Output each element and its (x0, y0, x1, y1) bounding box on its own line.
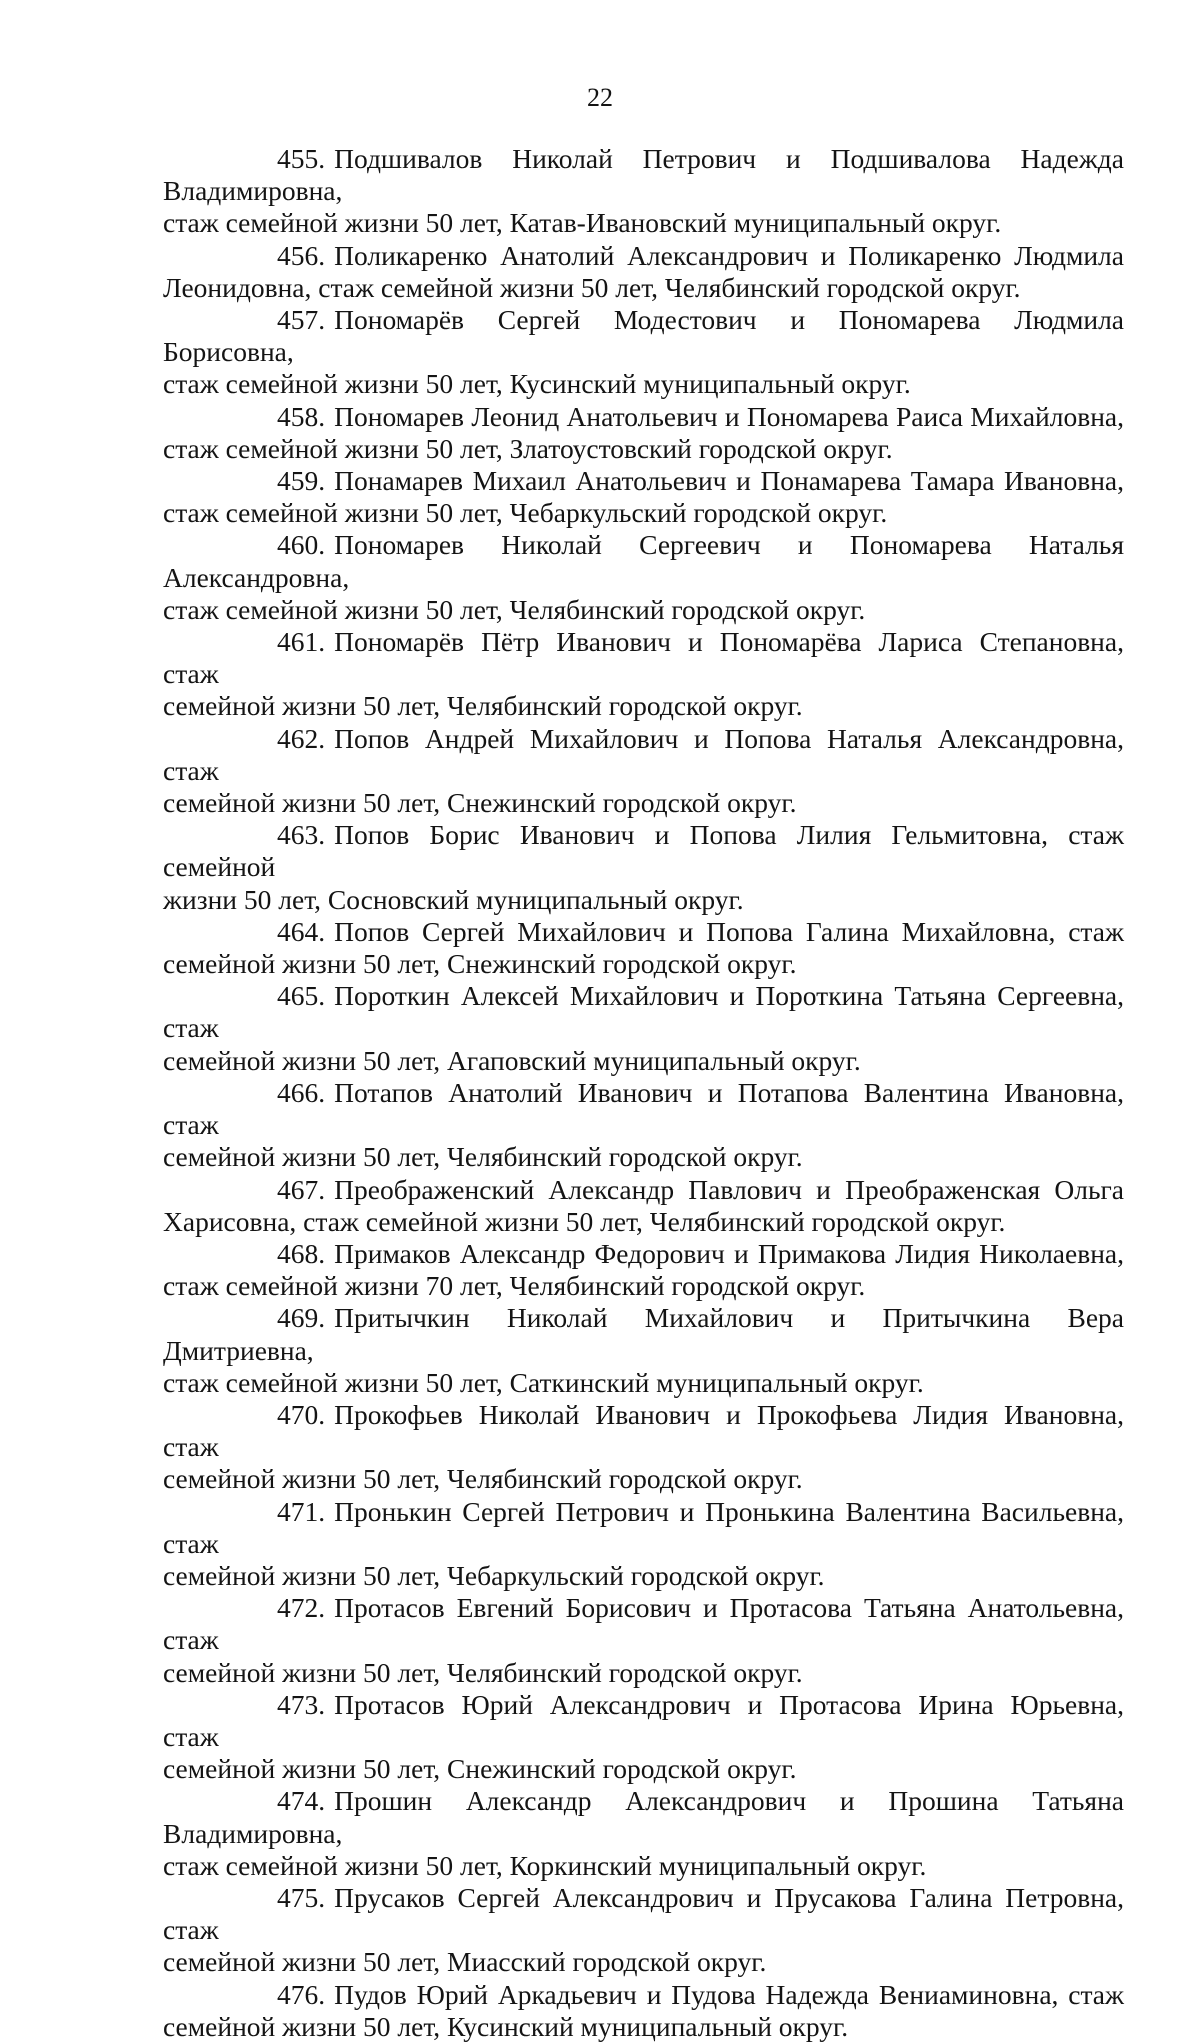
page-number: 22 (587, 83, 613, 112)
entry-continuation-line: стаж семейной жизни 50 лет, Челябинский городской округ. (163, 593, 866, 625)
entry-number: 471. (277, 1495, 326, 1527)
list-item (163, 1979, 1124, 2043)
list-item (163, 1174, 1124, 1238)
entry-continuation-line: Харисовна, стаж семейной жизни 50 лет, Челябинский городской округ. (163, 1205, 1006, 1237)
entry-first-text: Подшивалов Николай Петрович и Подшивалова Надежда Владимировна, (163, 143, 1124, 207)
list-item (163, 1238, 1124, 1302)
list-item (163, 1882, 1124, 1979)
entry-first-text: Прусаков Сергей Александрович и Прусакова Галина Петровна, стаж (163, 1881, 1124, 1946)
entry-number: 456. (277, 239, 326, 271)
list-item (163, 819, 1124, 916)
entry-list (163, 143, 1124, 2043)
entry-first-line (163, 240, 1124, 272)
list-item (163, 626, 1124, 723)
entry-number: 476. (277, 1978, 326, 2010)
entry-first-text: Пономарев Николай Сергеевич и Пономарева Наталья Александровна, (163, 529, 1124, 593)
list-item (163, 1399, 1124, 1496)
entry-continuation-line: стаж семейной жизни 70 лет, Челябинский городской округ. (163, 1270, 866, 1302)
entry-continuation-line: семейной жизни 50 лет, Челябинский городской округ. (163, 1141, 803, 1173)
entry-continuation-line: стаж семейной жизни 50 лет, Чебаркульский городской округ. (163, 497, 888, 529)
entry-number: 457. (277, 304, 326, 336)
entry-first-line (163, 1785, 1124, 1849)
list-item (163, 1592, 1124, 1689)
entry-first-text: Потапов Анатолий Иванович и Потапова Валентина Ивановна, стаж (163, 1076, 1124, 1141)
list-item (163, 401, 1124, 465)
entry-first-text: Преображенский Александр Павлович и Преображенская Ольга (334, 1173, 1124, 1205)
entry-number: 467. (277, 1173, 326, 1205)
list-item (163, 304, 1124, 401)
entry-continuation-line: семейной жизни 50 лет, Челябинский городской округ. (163, 1656, 803, 1688)
entry-number: 459. (277, 465, 326, 497)
entry-continuation-line: Леонидовна, стаж семейной жизни 50 лет, Челябинский городской округ. (163, 271, 1021, 303)
entry-continuation-line: семейной жизни 50 лет, Кусинский муниципальный округ. (163, 2010, 849, 2042)
entry-number: 473. (277, 1688, 326, 1720)
entry-continuation-line: семейной жизни 50 лет, Миасский городской округ. (163, 1946, 767, 1978)
entry-continuation-line: стаж семейной жизни 50 лет, Катав-Ивановский муниципальный округ. (163, 207, 1002, 239)
list-item (163, 1077, 1124, 1174)
entry-number: 461. (277, 626, 326, 658)
entry-first-line (163, 304, 1124, 368)
entry-first-line (163, 1882, 1124, 1946)
entry-first-line (163, 723, 1124, 787)
entry-first-text: Попов Сергей Михайлович и Попова Галина Михайловна, стаж (334, 915, 1124, 947)
entry-continuation-line: стаж семейной жизни 50 лет, Саткинский муниципальный округ. (163, 1366, 924, 1398)
list-item (163, 723, 1124, 820)
entry-number: 466. (277, 1076, 326, 1108)
list-item (163, 1785, 1124, 1882)
entry-continuation-line: семейной жизни 50 лет, Челябинский городской округ. (163, 690, 803, 722)
entry-first-text: Пономарёв Сергей Модестович и Пономарева Людмила Борисовна, (163, 304, 1124, 368)
list-item (163, 980, 1124, 1077)
entry-number: 462. (277, 722, 326, 754)
entry-number: 464. (277, 915, 326, 947)
entry-first-line (163, 1302, 1124, 1366)
entry-number: 463. (277, 819, 326, 851)
list-item (163, 143, 1124, 240)
entry-continuation-line: стаж семейной жизни 50 лет, Коркинский муниципальный округ. (163, 1849, 927, 1881)
entry-first-line (163, 401, 1124, 433)
entry-continuation-line: стаж семейной жизни 50 лет, Кусинский муниципальный округ. (163, 368, 911, 400)
entry-number: 458. (277, 400, 326, 432)
entry-first-text: Прокофьев Николай Иванович и Прокофьева Лидия Ивановна, стаж (163, 1398, 1124, 1463)
entry-first-text: Прошин Александр Александрович и Прошина Татьяна Владимировна, (163, 1785, 1124, 1849)
entry-first-text: Пронькин Сергей Петрович и Пронькина Валентина Васильевна, стаж (163, 1495, 1124, 1559)
entry-first-text: Пороткин Алексей Михайлович и Пороткина Татьяна Сергеевна, стаж (163, 980, 1124, 1044)
entry-first-line (163, 916, 1124, 948)
entry-first-text: Пономарёв Пётр Иванович и Пономарёва Лариса Степановна, стаж (163, 626, 1124, 690)
entry-first-text: Протасов Евгений Борисович и Протасова Татьяна Анатольевна, стаж (163, 1592, 1124, 1656)
entry-continuation-line: семейной жизни 50 лет, Снежинский городской округ. (163, 787, 797, 819)
list-item (163, 240, 1124, 304)
entry-first-text: Пономарев Леонид Анатольевич и Пономарева Раиса Михайловна, (334, 400, 1124, 432)
entry-first-line (163, 1174, 1124, 1206)
entry-first-text: Поликаренко Анатолий Александрович и Поликаренко Людмила (334, 239, 1124, 271)
entry-first-line (163, 1399, 1124, 1463)
entry-number: 474. (277, 1785, 326, 1817)
entry-number: 460. (277, 529, 326, 561)
entry-continuation-line: семейной жизни 50 лет, Чебаркульский городской округ. (163, 1559, 825, 1591)
entry-continuation-line: жизни 50 лет, Сосновский муниципальный округ. (163, 883, 744, 915)
entry-number: 468. (277, 1237, 326, 1269)
entry-number: 465. (277, 980, 326, 1012)
entry-number: 470. (277, 1398, 326, 1430)
entry-first-line (163, 626, 1124, 690)
entry-first-line (163, 529, 1124, 593)
entry-number: 455. (277, 143, 326, 174)
entry-first-text: Притычкин Николай Михайлович и Притычкина Вера Дмитриевна, (163, 1302, 1124, 1366)
entry-first-text: Попов Борис Иванович и Попова Лилия Гельмитовна, стаж семейной (163, 819, 1124, 883)
entry-first-line (163, 1238, 1124, 1270)
entry-first-text: Примаков Александр Федорович и Примакова Лидия Николаевна, (334, 1237, 1124, 1269)
entry-continuation-line: семейной жизни 50 лет, Снежинский городской округ. (163, 948, 797, 980)
entry-first-line (163, 1592, 1124, 1656)
entry-first-line (163, 1979, 1124, 2011)
list-item (163, 529, 1124, 626)
entry-first-line (163, 465, 1124, 497)
entry-first-line (163, 1496, 1124, 1560)
entry-first-line (163, 1689, 1124, 1753)
list-item (163, 1496, 1124, 1593)
entry-continuation-line: семейной жизни 50 лет, Челябинский городской округ. (163, 1463, 803, 1495)
list-item (163, 1302, 1124, 1399)
list-item (163, 1689, 1124, 1786)
list-item (163, 916, 1124, 980)
entry-first-line (163, 1077, 1124, 1141)
entry-continuation-line: стаж семейной жизни 50 лет, Златоустовский городской округ. (163, 432, 893, 464)
entry-first-text: Попов Андрей Михайлович и Попова Наталья Александровна, стаж (163, 722, 1124, 786)
list-item (163, 465, 1124, 529)
entry-first-line (163, 143, 1124, 207)
entry-first-text: Понамарев Михаил Анатольевич и Понамарева Тамара Ивановна, (334, 465, 1124, 497)
entry-number: 475. (277, 1881, 326, 1913)
entry-first-line (163, 980, 1124, 1044)
entry-number: 469. (277, 1302, 326, 1334)
entry-continuation-line: семейной жизни 50 лет, Снежинский городской округ. (163, 1753, 797, 1785)
entry-continuation-line: семейной жизни 50 лет, Агаповский муниципальный округ. (163, 1044, 861, 1076)
entry-number: 472. (277, 1592, 326, 1624)
entry-first-text: Пудов Юрий Аркадьевич и Пудова Надежда Вениаминовна, стаж (334, 1978, 1124, 2010)
entry-first-line (163, 819, 1124, 883)
entry-first-text: Протасов Юрий Александрович и Протасова Ирина Юрьевна, стаж (163, 1688, 1124, 1752)
